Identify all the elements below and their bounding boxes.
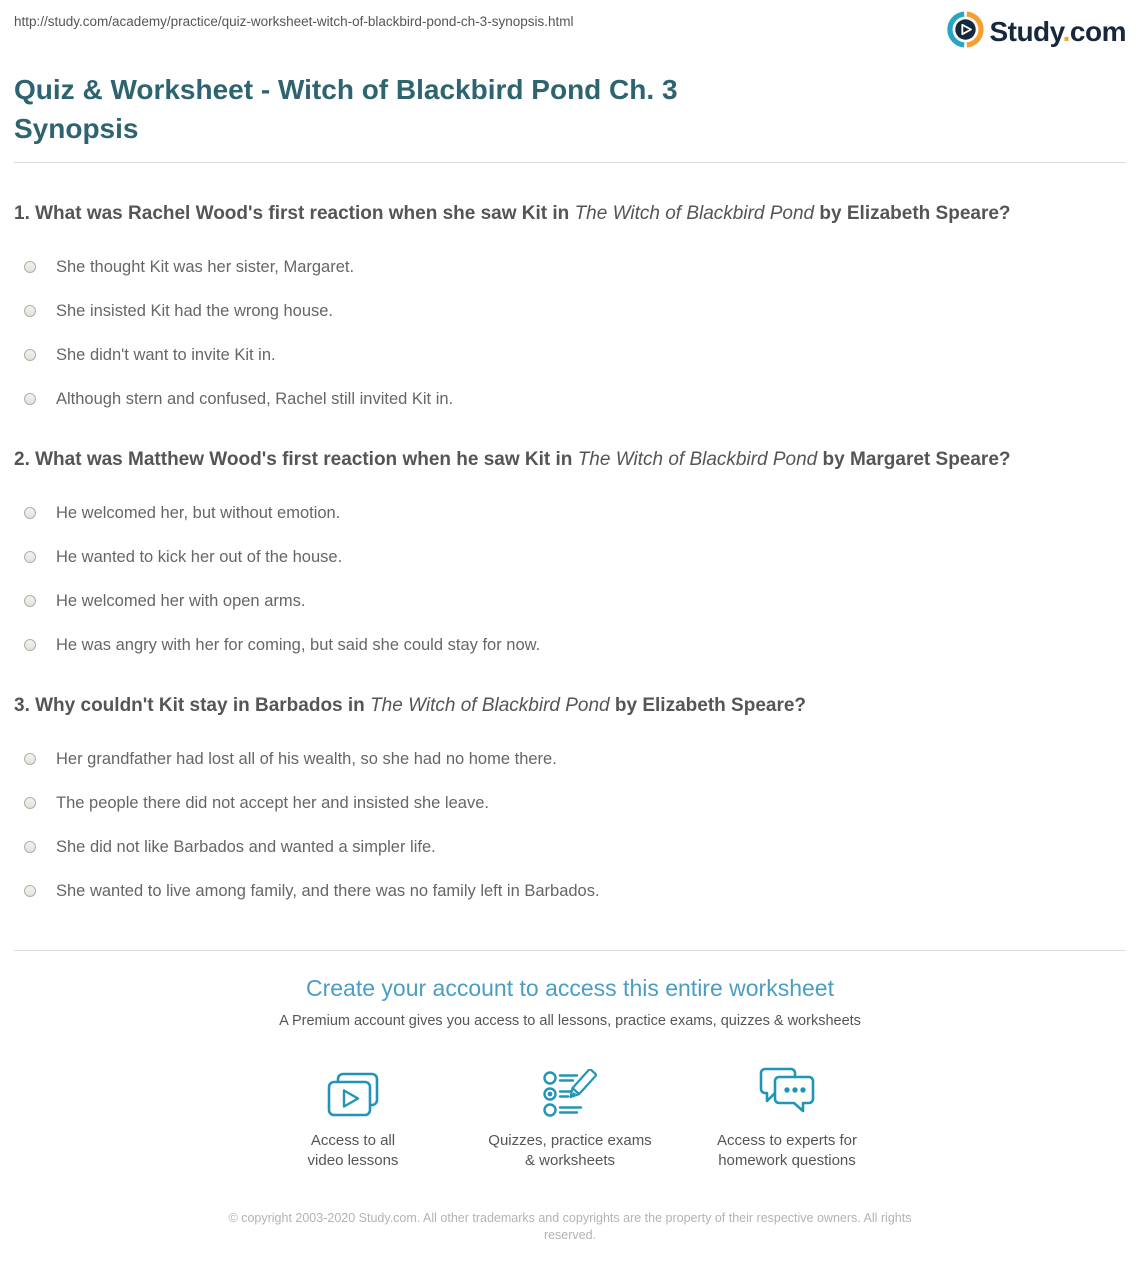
- radio-button[interactable]: [24, 885, 36, 897]
- option-label: Although stern and confused, Rachel still invited Kit in.: [56, 389, 454, 408]
- option-label: He wanted to kick her out of the house.: [56, 547, 343, 566]
- cta-title: Create your account to access this entire worksheet: [306, 975, 834, 1001]
- radio-button[interactable]: [24, 639, 36, 651]
- page-header: [14, 0, 1126, 53]
- radio-button[interactable]: [24, 797, 36, 809]
- answer-option[interactable]: [14, 749, 1126, 769]
- cta-section: [14, 975, 1126, 1171]
- feature-quizzes-worksheets: [462, 1061, 679, 1171]
- option-label: He welcomed her, but without emotion.: [56, 503, 341, 522]
- feature-label: Quizzes, practice exams & worksheets: [488, 1132, 652, 1169]
- feature-label: Access to all video lessons: [307, 1132, 399, 1169]
- radio-button[interactable]: [24, 753, 36, 765]
- question-2-options: [14, 503, 1126, 655]
- feature-video-lessons: [245, 1061, 462, 1171]
- option-label: She wanted to live among family, and there was no family left in Barbados.: [56, 881, 600, 900]
- quiz-worksheet-icon: [462, 1061, 679, 1119]
- book-title: The Witch of Blackbird Pond: [577, 449, 818, 470]
- option-label: She thought Kit was her sister, Margaret.: [56, 257, 355, 276]
- video-lessons-icon: [245, 1061, 462, 1119]
- title-divider: [14, 162, 1126, 163]
- answer-option[interactable]: [14, 837, 1126, 857]
- study-logo-icon: [947, 11, 984, 53]
- option-label: The people there did not accept her and insisted she leave.: [56, 793, 489, 812]
- answer-option[interactable]: [14, 257, 1126, 277]
- answer-option[interactable]: [14, 881, 1126, 901]
- feature-list: [14, 1061, 1126, 1171]
- cta-subtitle: A Premium account gives you access to all lessons, practice exams, quizzes & worksheets: [279, 1013, 861, 1029]
- radio-button[interactable]: [24, 349, 36, 361]
- answer-option[interactable]: [14, 301, 1126, 321]
- radio-button[interactable]: [24, 841, 36, 853]
- option-label: He was angry with her for coming, but said she could stay for now.: [56, 635, 541, 654]
- radio-button[interactable]: [24, 393, 36, 405]
- feature-homework-experts: [679, 1061, 896, 1171]
- question-2-text: 2. What was Matthew Wood's first reaction when he saw Kit in The Witch of Blackbird Pond by Margaret Speare?: [14, 449, 1011, 470]
- copyright-notice: © copyright 2003-2020 Study.com. All other trademarks and copyrights are the property of their respective owners. All rights reserved.: [228, 1211, 912, 1242]
- option-label: She didn't want to invite Kit in.: [56, 345, 276, 364]
- question-1: [14, 202, 1126, 409]
- book-title: The Witch of Blackbird Pond: [370, 695, 610, 716]
- question-3-options: [14, 749, 1126, 901]
- chat-experts-icon: [679, 1061, 896, 1119]
- book-title: The Witch of Blackbird Pond: [574, 203, 815, 224]
- radio-button[interactable]: [24, 595, 36, 607]
- option-label: She did not like Barbados and wanted a simpler life.: [56, 837, 436, 856]
- answer-option[interactable]: [14, 389, 1126, 409]
- radio-button[interactable]: [24, 261, 36, 273]
- option-label: Her grandfather had lost all of his wealth, so she had no home there.: [56, 749, 557, 768]
- answer-option[interactable]: [14, 503, 1126, 523]
- answer-option[interactable]: [14, 345, 1126, 365]
- question-1-options: [14, 257, 1126, 409]
- radio-button[interactable]: [24, 305, 36, 317]
- option-label: He welcomed her with open arms.: [56, 591, 306, 610]
- radio-button[interactable]: [24, 551, 36, 563]
- answer-option[interactable]: [14, 793, 1126, 813]
- page-title: Quiz & Worksheet - Witch of Blackbird Pond Ch. 3 Synopsis: [14, 74, 678, 144]
- option-label: She insisted Kit had the wrong house.: [56, 301, 334, 320]
- feature-label: Access to experts for homework questions: [716, 1132, 858, 1169]
- question-1-text: 1. What was Rachel Wood's first reaction when she saw Kit in The Witch of Blackbird Pond by Elizabeth Speare?: [14, 203, 1011, 224]
- radio-button[interactable]: [24, 507, 36, 519]
- study-logo-text: Study.com: [989, 16, 1126, 47]
- cta-divider: [14, 950, 1126, 951]
- answer-option[interactable]: [14, 591, 1126, 611]
- question-3-text: 3. Why couldn't Kit stay in Barbados in The Witch of Blackbird Pond by Elizabeth Speare?: [14, 695, 807, 716]
- question-3: [14, 694, 1126, 901]
- study-logo[interactable]: [947, 11, 1126, 53]
- answer-option[interactable]: [14, 635, 1126, 655]
- question-2: [14, 448, 1126, 655]
- page-url: http://study.com/academy/practice/quiz-worksheet-witch-of-blackbird-pond-ch-3-synopsis.html: [14, 14, 574, 29]
- answer-option[interactable]: [14, 547, 1126, 567]
